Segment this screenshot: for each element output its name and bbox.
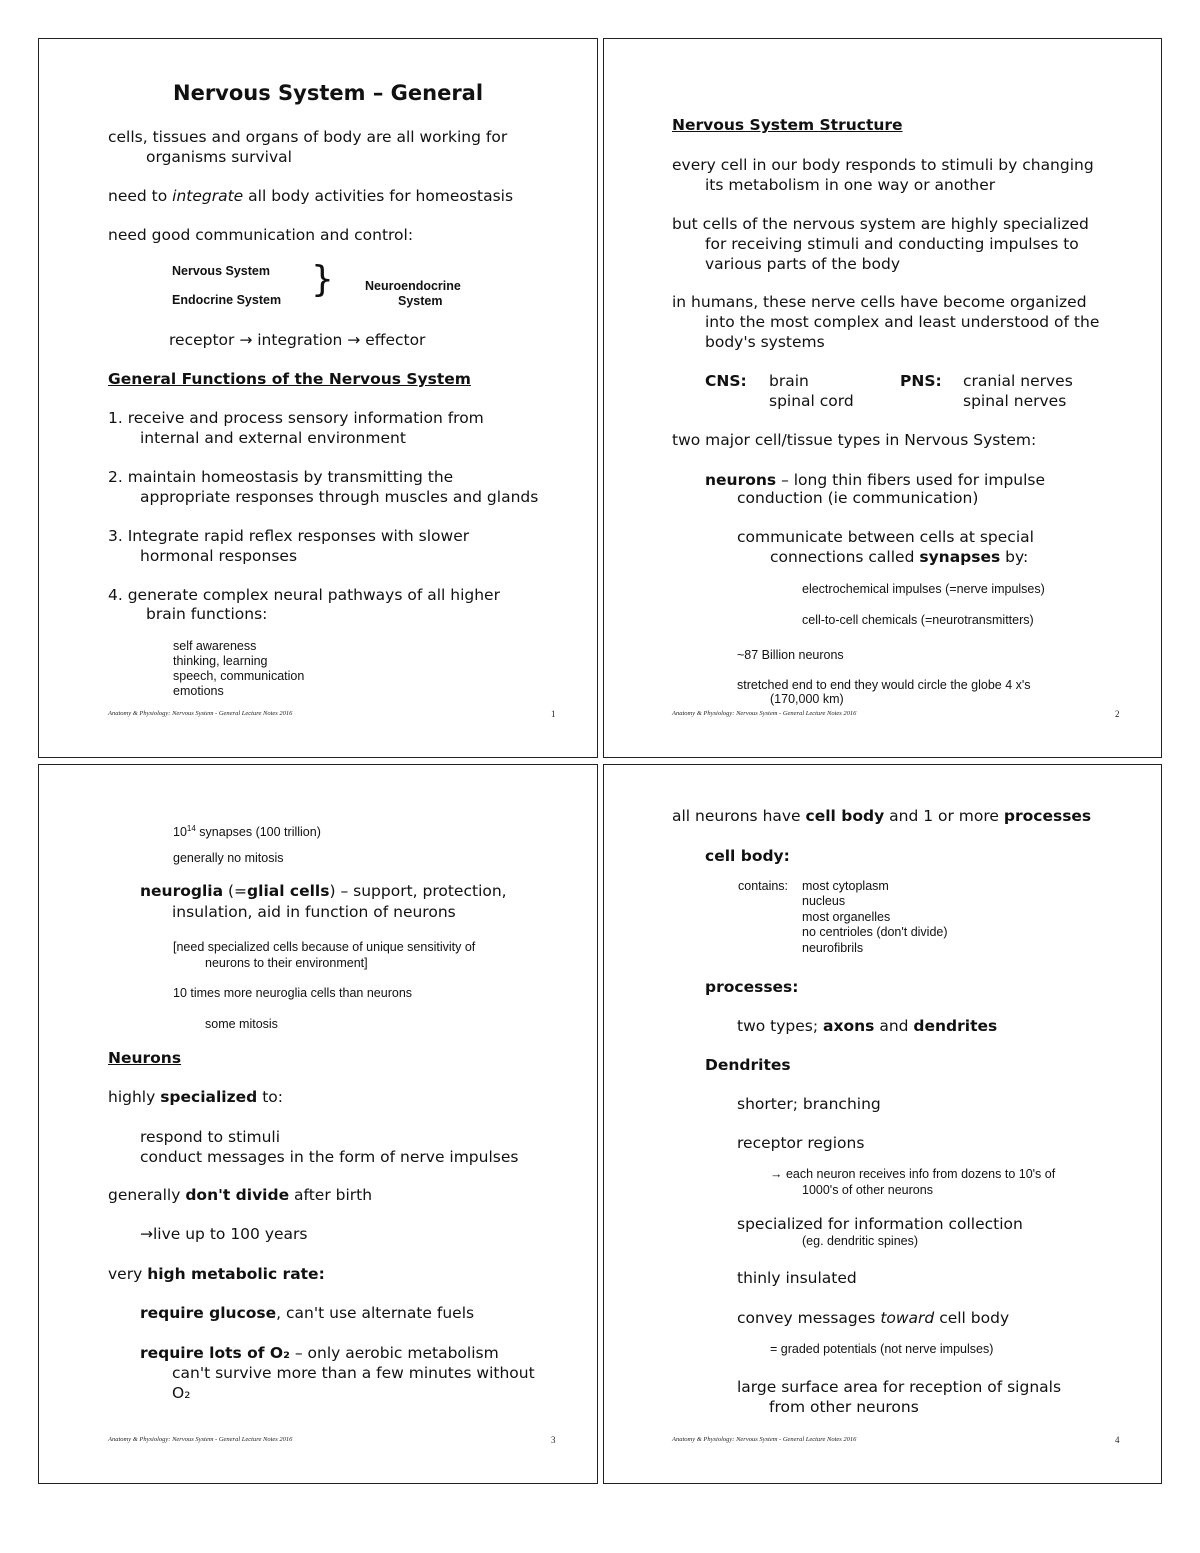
text-line: = graded potentials (not nerve impulses) <box>770 1342 994 1356</box>
footer: Anatomy & Physiology: Nervous System - General Lecture Notes 2016 <box>108 710 293 717</box>
nervous-system-label: Nervous System <box>172 264 270 278</box>
text-line: cells, tissues and organs of body are all working for <box>108 128 508 146</box>
text-line: → each neuron receives info from dozens to 10's of <box>770 1167 1056 1181</box>
text-line: organisms survival <box>146 148 292 166</box>
text-line: but cells of the nervous system are highly specialized <box>672 215 1089 233</box>
list-item: most organelles <box>802 910 891 924</box>
text-line: conduction (ie communication) <box>737 489 979 507</box>
text-line: two major cell/tissue types in Nervous System: <box>672 431 1037 449</box>
page-number: 2 <box>1115 709 1120 719</box>
endocrine-system-label: Endocrine System <box>172 293 282 307</box>
text-line: very high metabolic rate: <box>108 1265 325 1283</box>
list-item: 1. receive and process sensory information from <box>108 409 484 427</box>
text-line: convey messages toward cell body <box>737 1309 1010 1327</box>
text-line: neuroglia (=glial cells) – support, protection, <box>140 882 507 900</box>
section-heading: processes: <box>705 978 799 996</box>
sub-item: self awareness <box>173 639 257 653</box>
pns-item: cranial nerves <box>963 372 1073 390</box>
text-line: receptor regions <box>737 1134 865 1152</box>
text-line: require glucose, can't use alternate fuels <box>140 1304 475 1322</box>
list-item: 3. Integrate rapid reflex responses with slower <box>108 527 470 545</box>
text-line: 10 times more neuroglia cells than neurons <box>173 986 413 1000</box>
text-line: two types; axons and dendrites <box>737 1017 998 1035</box>
list-item-cont: hormonal responses <box>140 547 298 565</box>
text-line: large surface area for reception of signals <box>737 1378 1062 1396</box>
section-heading: cell body: <box>705 847 790 865</box>
text-line: can't survive more than a few minutes without <box>172 1364 535 1382</box>
page-number: 4 <box>1115 1435 1120 1445</box>
list-item-cont: appropriate responses through muscles and glands <box>140 488 539 506</box>
contains-label: contains: <box>738 879 789 893</box>
section-heading: Nervous System Structure <box>672 116 903 134</box>
list-item: neurofibrils <box>802 941 864 955</box>
text-line: generally no mitosis <box>173 851 284 865</box>
text-line: electrochemical impulses (=nerve impulses) <box>802 582 1045 596</box>
text-line: insulation, aid in function of neurons <box>172 903 456 921</box>
text-line: cell-to-cell chemicals (=neurotransmitters) <box>802 613 1034 627</box>
footer: Anatomy & Physiology: Nervous System - General Lecture Notes 2016 <box>672 710 857 717</box>
slide-4 <box>603 764 1162 1484</box>
text-line: specialized for information collection <box>737 1215 1023 1233</box>
slide-title: Nervous System – General <box>173 81 484 105</box>
pns-item: spinal nerves <box>963 392 1067 410</box>
pns-label: PNS: <box>900 372 942 390</box>
text-line: require lots of O₂ – only aerobic metabolism <box>140 1344 499 1362</box>
section-heading: Neurons <box>108 1049 182 1067</box>
text-line: communicate between cells at special <box>737 528 1034 546</box>
list-item: nucleus <box>802 894 846 908</box>
slide-2 <box>603 38 1162 758</box>
text-line: from other neurons <box>769 1398 919 1416</box>
list-item: most cytoplasm <box>802 879 889 893</box>
cns-label: CNS: <box>705 372 747 390</box>
flow-line: receptor → integration → effector <box>169 331 426 349</box>
slide-1 <box>38 38 598 758</box>
text-line: [need specialized cells because of unique sensitivity of <box>173 940 476 954</box>
text-line: generally don't divide after birth <box>108 1186 373 1204</box>
footer: Anatomy & Physiology: Nervous System - General Lecture Notes 2016 <box>108 1436 293 1443</box>
text-line: shorter; branching <box>737 1095 881 1113</box>
text-line: some mitosis <box>205 1017 278 1031</box>
brace-icon: } <box>311 259 334 300</box>
text-line: respond to stimuli <box>140 1128 281 1146</box>
text-line: for receiving stimuli and conducting impulses to <box>705 235 1079 253</box>
text-line: stretched end to end they would circle the globe 4 x's <box>737 678 1031 692</box>
text-line: O₂ <box>172 1384 191 1402</box>
text-line: every cell in our body responds to stimuli by changing <box>672 156 1094 174</box>
page-number: 3 <box>551 1435 556 1445</box>
text-line: →live up to 100 years <box>140 1225 308 1243</box>
section-heading: Dendrites <box>705 1056 791 1074</box>
sub-item: thinking, learning <box>173 654 268 668</box>
text-line: need good communication and control: <box>108 226 414 244</box>
text-line: highly specialized to: <box>108 1088 283 1106</box>
list-item: 2. maintain homeostasis by transmitting the <box>108 468 454 486</box>
sub-item: emotions <box>173 684 224 698</box>
text-line: thinly insulated <box>737 1269 857 1287</box>
list-item: no centrioles (don't divide) <box>802 925 948 939</box>
neuroendocrine-label-2: System <box>398 294 443 308</box>
text-line: neurons – long thin fibers used for impulse <box>705 471 1046 489</box>
section-heading: General Functions of the Nervous System <box>108 370 471 388</box>
cns-item: spinal cord <box>769 392 854 410</box>
list-item: 4. generate complex neural pathways of all higher <box>108 586 500 604</box>
text-line: various parts of the body <box>705 255 901 273</box>
sub-item: speech, communication <box>173 669 305 683</box>
text-line: 1000's of other neurons <box>802 1183 933 1197</box>
text-line: (170,000 km) <box>770 692 844 706</box>
footer: Anatomy & Physiology: Nervous System - General Lecture Notes 2016 <box>672 1436 857 1443</box>
list-item-cont: brain functions: <box>146 605 268 623</box>
slide-3 <box>38 764 598 1484</box>
text-line: conduct messages in the form of nerve impulses <box>140 1148 519 1166</box>
text-line: body's systems <box>705 333 825 351</box>
text-line: ~87 Billion neurons <box>737 648 844 662</box>
text-line: in humans, these nerve cells have become organized <box>672 293 1087 311</box>
cns-item: brain <box>769 372 809 390</box>
text-line: its metabolism in one way or another <box>705 176 996 194</box>
text-line: into the most complex and least understood of the <box>705 313 1100 331</box>
page-number: 1 <box>551 709 556 719</box>
text-line: (eg. dendritic spines) <box>802 1234 919 1248</box>
text-line: connections called synapses by: <box>770 548 1029 566</box>
text-line: all neurons have cell body and 1 or more processes <box>672 807 1092 825</box>
neuroendocrine-label: Neuroendocrine <box>365 279 461 293</box>
list-item-cont: internal and external environment <box>140 429 406 447</box>
text-line: $10^{14}$ synapses (100 trillion) <box>173 824 321 840</box>
text-line: need to integrate all body activities for homeostasis <box>108 187 514 205</box>
text-line: neurons to their environment] <box>205 956 368 970</box>
